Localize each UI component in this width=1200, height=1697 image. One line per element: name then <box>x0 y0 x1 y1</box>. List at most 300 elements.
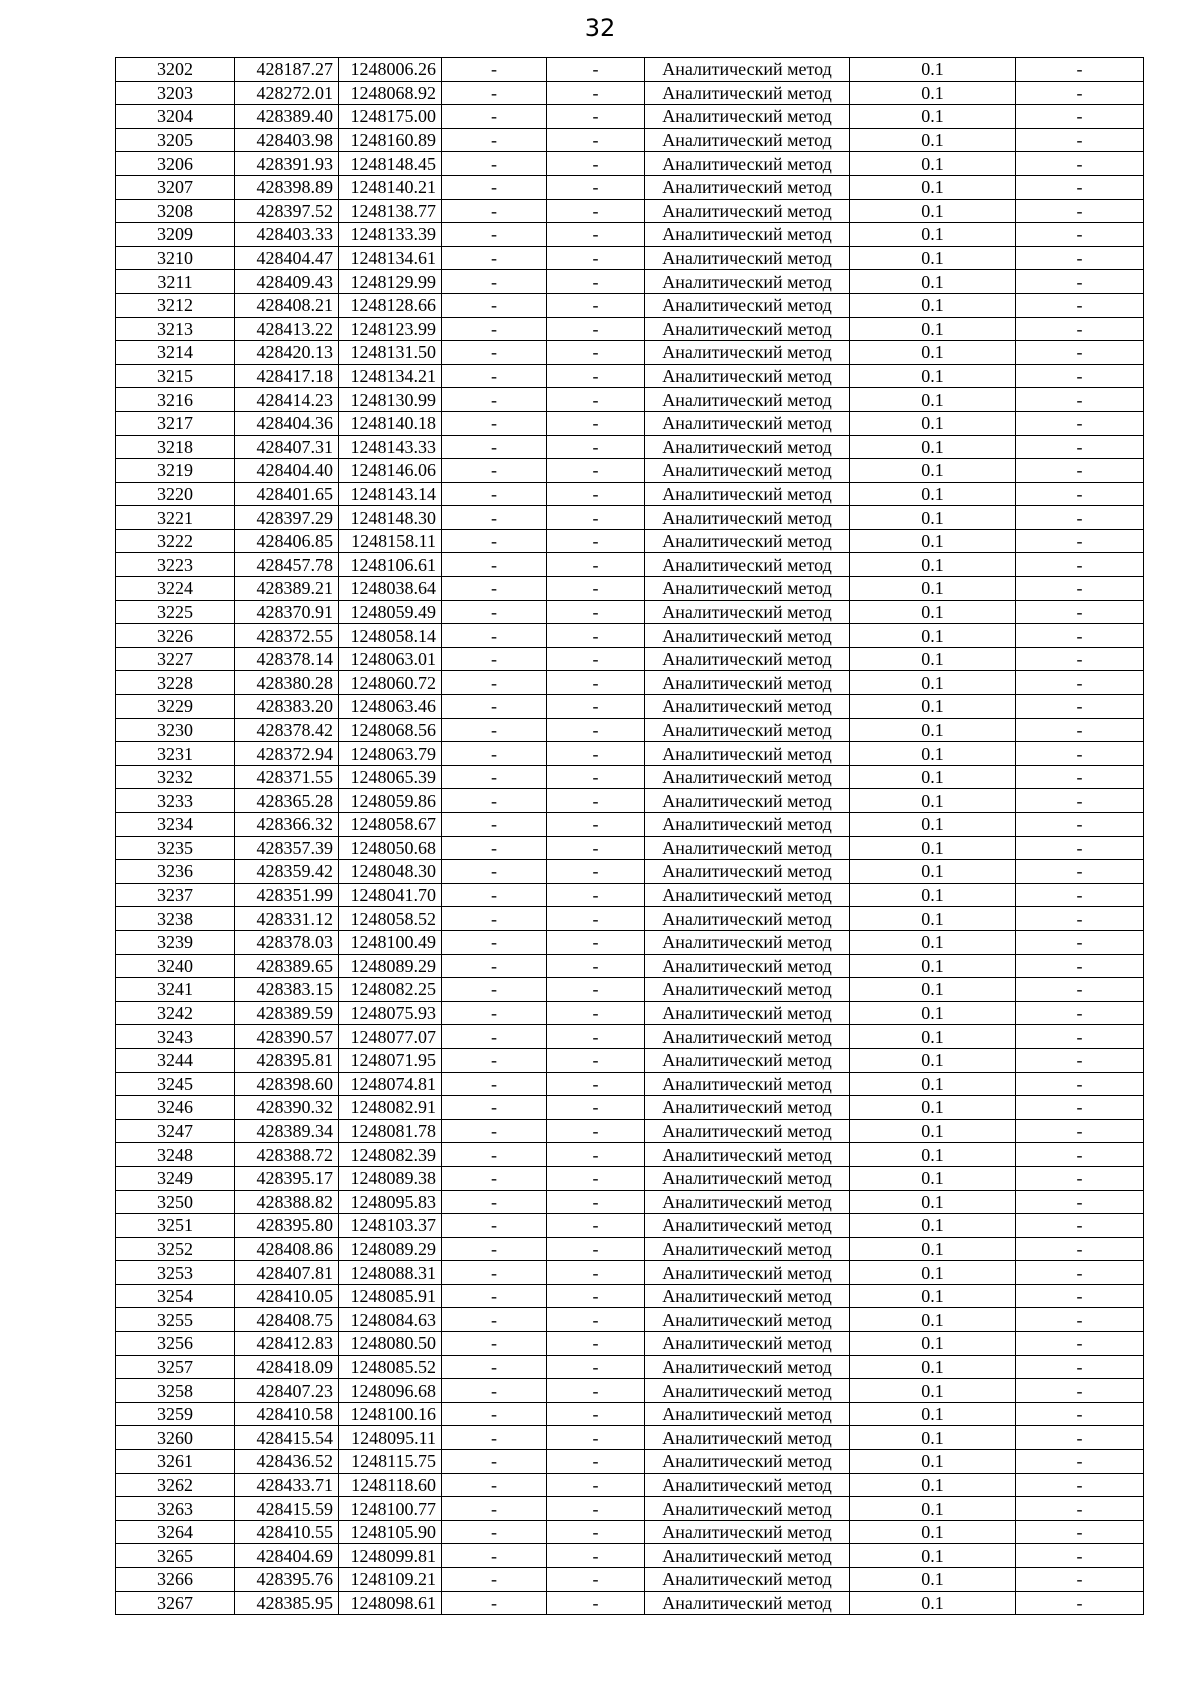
y-coordinate-cell: 1248128.66 <box>339 293 442 317</box>
col4-value-cell: - <box>442 978 547 1002</box>
point-number-cell: 3265 <box>116 1544 235 1568</box>
accuracy-cell: 0.1 <box>850 1261 1016 1285</box>
y-coordinate-cell: 1248134.21 <box>339 364 442 388</box>
col4-value-cell: - <box>442 1214 547 1238</box>
point-number-cell: 3208 <box>116 199 235 223</box>
col8-value-cell: - <box>1016 317 1144 341</box>
x-coordinate-cell: 428395.81 <box>235 1048 339 1072</box>
x-coordinate-cell: 428390.57 <box>235 1025 339 1049</box>
col4-value-cell: - <box>442 506 547 530</box>
col4-value-cell: - <box>442 105 547 129</box>
col4-value-cell: - <box>442 270 547 294</box>
accuracy-cell: 0.1 <box>850 978 1016 1002</box>
accuracy-cell: 0.1 <box>850 388 1016 412</box>
col5-value-cell: - <box>547 506 645 530</box>
y-coordinate-cell: 1248143.14 <box>339 482 442 506</box>
col5-value-cell: - <box>547 577 645 601</box>
method-cell: Аналитический метод <box>645 577 850 601</box>
accuracy-cell: 0.1 <box>850 1308 1016 1332</box>
y-coordinate-cell: 1248058.14 <box>339 624 442 648</box>
y-coordinate-cell: 1248100.77 <box>339 1497 442 1521</box>
method-cell: Аналитический метод <box>645 836 850 860</box>
method-cell: Аналитический метод <box>645 506 850 530</box>
col5-value-cell: - <box>547 1096 645 1120</box>
accuracy-cell: 0.1 <box>850 742 1016 766</box>
point-number-cell: 3259 <box>116 1402 235 1426</box>
table-row <box>116 1426 1144 1450</box>
point-number-cell: 3206 <box>116 152 235 176</box>
point-number-cell: 3205 <box>116 128 235 152</box>
col4-value-cell: - <box>442 883 547 907</box>
accuracy-cell: 0.1 <box>850 223 1016 247</box>
x-coordinate-cell: 428412.83 <box>235 1332 339 1356</box>
table-row <box>116 860 1144 884</box>
col8-value-cell: - <box>1016 1402 1144 1426</box>
table-row <box>116 883 1144 907</box>
method-cell: Аналитический метод <box>645 1072 850 1096</box>
col8-value-cell: - <box>1016 1355 1144 1379</box>
col4-value-cell: - <box>442 1544 547 1568</box>
table-row <box>116 246 1144 270</box>
y-coordinate-cell: 1248146.06 <box>339 459 442 483</box>
col4-value-cell: - <box>442 1048 547 1072</box>
accuracy-cell: 0.1 <box>850 671 1016 695</box>
col5-value-cell: - <box>547 930 645 954</box>
point-number-cell: 3219 <box>116 459 235 483</box>
col5-value-cell: - <box>547 978 645 1002</box>
accuracy-cell: 0.1 <box>850 954 1016 978</box>
col8-value-cell: - <box>1016 1591 1144 1615</box>
col8-value-cell: - <box>1016 152 1144 176</box>
accuracy-cell: 0.1 <box>850 1143 1016 1167</box>
col8-value-cell: - <box>1016 411 1144 435</box>
x-coordinate-cell: 428378.03 <box>235 930 339 954</box>
x-coordinate-cell: 428380.28 <box>235 671 339 695</box>
table-row <box>116 789 1144 813</box>
col5-value-cell: - <box>547 1284 645 1308</box>
accuracy-cell: 0.1 <box>850 1214 1016 1238</box>
x-coordinate-cell: 428272.01 <box>235 81 339 105</box>
table-row <box>116 81 1144 105</box>
point-number-cell: 3261 <box>116 1450 235 1474</box>
col4-value-cell: - <box>442 860 547 884</box>
table-row <box>116 1402 1144 1426</box>
point-number-cell: 3236 <box>116 860 235 884</box>
x-coordinate-cell: 428403.98 <box>235 128 339 152</box>
col5-value-cell: - <box>547 411 645 435</box>
col4-value-cell: - <box>442 577 547 601</box>
x-coordinate-cell: 428371.55 <box>235 765 339 789</box>
point-number-cell: 3244 <box>116 1048 235 1072</box>
method-cell: Аналитический метод <box>645 1568 850 1592</box>
table-row <box>116 364 1144 388</box>
y-coordinate-cell: 1248058.52 <box>339 907 442 931</box>
col4-value-cell: - <box>442 1237 547 1261</box>
y-coordinate-cell: 1248148.45 <box>339 152 442 176</box>
y-coordinate-cell: 1248085.52 <box>339 1355 442 1379</box>
x-coordinate-cell: 428433.71 <box>235 1473 339 1497</box>
point-number-cell: 3260 <box>116 1426 235 1450</box>
col5-value-cell: - <box>547 765 645 789</box>
accuracy-cell: 0.1 <box>850 411 1016 435</box>
table-row <box>116 128 1144 152</box>
table-row <box>116 175 1144 199</box>
col8-value-cell: - <box>1016 58 1144 82</box>
col4-value-cell: - <box>442 1143 547 1167</box>
col8-value-cell: - <box>1016 341 1144 365</box>
accuracy-cell: 0.1 <box>850 58 1016 82</box>
col4-value-cell: - <box>442 1379 547 1403</box>
col5-value-cell: - <box>547 1379 645 1403</box>
col5-value-cell: - <box>547 1190 645 1214</box>
point-number-cell: 3255 <box>116 1308 235 1332</box>
accuracy-cell: 0.1 <box>850 1473 1016 1497</box>
y-coordinate-cell: 1248118.60 <box>339 1473 442 1497</box>
method-cell: Аналитический метод <box>645 270 850 294</box>
method-cell: Аналитический метод <box>645 907 850 931</box>
col8-value-cell: - <box>1016 1284 1144 1308</box>
col5-value-cell: - <box>547 907 645 931</box>
point-number-cell: 3227 <box>116 647 235 671</box>
col5-value-cell: - <box>547 553 645 577</box>
x-coordinate-cell: 428406.85 <box>235 529 339 553</box>
y-coordinate-cell: 1248160.89 <box>339 128 442 152</box>
point-number-cell: 3226 <box>116 624 235 648</box>
method-cell: Аналитический метод <box>645 435 850 459</box>
method-cell: Аналитический метод <box>645 624 850 648</box>
col8-value-cell: - <box>1016 506 1144 530</box>
x-coordinate-cell: 428407.23 <box>235 1379 339 1403</box>
point-number-cell: 3243 <box>116 1025 235 1049</box>
col5-value-cell: - <box>547 860 645 884</box>
y-coordinate-cell: 1248082.39 <box>339 1143 442 1167</box>
point-number-cell: 3221 <box>116 506 235 530</box>
y-coordinate-cell: 1248059.86 <box>339 789 442 813</box>
method-cell: Аналитический метод <box>645 1119 850 1143</box>
col5-value-cell: - <box>547 1166 645 1190</box>
col8-value-cell: - <box>1016 128 1144 152</box>
col8-value-cell: - <box>1016 1166 1144 1190</box>
accuracy-cell: 0.1 <box>850 152 1016 176</box>
x-coordinate-cell: 428407.31 <box>235 435 339 459</box>
point-number-cell: 3212 <box>116 293 235 317</box>
point-number-cell: 3203 <box>116 81 235 105</box>
method-cell: Аналитический метод <box>645 1166 850 1190</box>
x-coordinate-cell: 428395.17 <box>235 1166 339 1190</box>
method-cell: Аналитический метод <box>645 364 850 388</box>
col5-value-cell: - <box>547 600 645 624</box>
table-row <box>116 435 1144 459</box>
x-coordinate-cell: 428383.15 <box>235 978 339 1002</box>
accuracy-cell: 0.1 <box>850 907 1016 931</box>
col8-value-cell: - <box>1016 388 1144 412</box>
col4-value-cell: - <box>442 1096 547 1120</box>
y-coordinate-cell: 1248105.90 <box>339 1520 442 1544</box>
y-coordinate-cell: 1248088.31 <box>339 1261 442 1285</box>
col4-value-cell: - <box>442 1166 547 1190</box>
y-coordinate-cell: 1248058.67 <box>339 813 442 837</box>
col4-value-cell: - <box>442 1119 547 1143</box>
y-coordinate-cell: 1248085.91 <box>339 1284 442 1308</box>
method-cell: Аналитический метод <box>645 246 850 270</box>
col8-value-cell: - <box>1016 175 1144 199</box>
coordinates-table <box>115 57 1144 1615</box>
accuracy-cell: 0.1 <box>850 1096 1016 1120</box>
accuracy-cell: 0.1 <box>850 1355 1016 1379</box>
method-cell: Аналитический метод <box>645 1143 850 1167</box>
table-row <box>116 765 1144 789</box>
x-coordinate-cell: 428389.65 <box>235 954 339 978</box>
y-coordinate-cell: 1248082.25 <box>339 978 442 1002</box>
table-row <box>116 1190 1144 1214</box>
table-row <box>116 482 1144 506</box>
table-row <box>116 1544 1144 1568</box>
col8-value-cell: - <box>1016 270 1144 294</box>
col4-value-cell: - <box>442 58 547 82</box>
method-cell: Аналитический метод <box>645 1284 850 1308</box>
accuracy-cell: 0.1 <box>850 175 1016 199</box>
accuracy-cell: 0.1 <box>850 1237 1016 1261</box>
point-number-cell: 3246 <box>116 1096 235 1120</box>
point-number-cell: 3264 <box>116 1520 235 1544</box>
x-coordinate-cell: 428404.47 <box>235 246 339 270</box>
y-coordinate-cell: 1248082.91 <box>339 1096 442 1120</box>
table-row <box>116 553 1144 577</box>
method-cell: Аналитический метод <box>645 1001 850 1025</box>
method-cell: Аналитический метод <box>645 1237 850 1261</box>
y-coordinate-cell: 1248063.46 <box>339 695 442 719</box>
x-coordinate-cell: 428420.13 <box>235 341 339 365</box>
col8-value-cell: - <box>1016 789 1144 813</box>
table-row <box>116 1450 1144 1474</box>
accuracy-cell: 0.1 <box>850 765 1016 789</box>
y-coordinate-cell: 1248103.37 <box>339 1214 442 1238</box>
col8-value-cell: - <box>1016 1001 1144 1025</box>
x-coordinate-cell: 428395.76 <box>235 1568 339 1592</box>
x-coordinate-cell: 428389.40 <box>235 105 339 129</box>
col8-value-cell: - <box>1016 1025 1144 1049</box>
method-cell: Аналитический метод <box>645 1544 850 1568</box>
col4-value-cell: - <box>442 789 547 813</box>
y-coordinate-cell: 1248048.30 <box>339 860 442 884</box>
table-row <box>116 1497 1144 1521</box>
col5-value-cell: - <box>547 1568 645 1592</box>
col4-value-cell: - <box>442 954 547 978</box>
col5-value-cell: - <box>547 459 645 483</box>
point-number-cell: 3210 <box>116 246 235 270</box>
accuracy-cell: 0.1 <box>850 1591 1016 1615</box>
point-number-cell: 3232 <box>116 765 235 789</box>
col4-value-cell: - <box>442 317 547 341</box>
accuracy-cell: 0.1 <box>850 317 1016 341</box>
col8-value-cell: - <box>1016 1261 1144 1285</box>
point-number-cell: 3224 <box>116 577 235 601</box>
accuracy-cell: 0.1 <box>850 1025 1016 1049</box>
x-coordinate-cell: 428409.43 <box>235 270 339 294</box>
accuracy-cell: 0.1 <box>850 789 1016 813</box>
y-coordinate-cell: 1248038.64 <box>339 577 442 601</box>
x-coordinate-cell: 428370.91 <box>235 600 339 624</box>
method-cell: Аналитический метод <box>645 1450 850 1474</box>
accuracy-cell: 0.1 <box>850 1332 1016 1356</box>
col4-value-cell: - <box>442 553 547 577</box>
col5-value-cell: - <box>547 813 645 837</box>
col8-value-cell: - <box>1016 364 1144 388</box>
point-number-cell: 3211 <box>116 270 235 294</box>
x-coordinate-cell: 428389.21 <box>235 577 339 601</box>
table-row <box>116 907 1144 931</box>
col5-value-cell: - <box>547 1332 645 1356</box>
method-cell: Аналитический метод <box>645 860 850 884</box>
table-row <box>116 577 1144 601</box>
x-coordinate-cell: 428372.55 <box>235 624 339 648</box>
x-coordinate-cell: 428401.65 <box>235 482 339 506</box>
point-number-cell: 3216 <box>116 388 235 412</box>
accuracy-cell: 0.1 <box>850 364 1016 388</box>
method-cell: Аналитический метод <box>645 1308 850 1332</box>
col8-value-cell: - <box>1016 1048 1144 1072</box>
col5-value-cell: - <box>547 1261 645 1285</box>
table-row <box>116 930 1144 954</box>
method-cell: Аналитический метод <box>645 223 850 247</box>
y-coordinate-cell: 1248006.26 <box>339 58 442 82</box>
point-number-cell: 3245 <box>116 1072 235 1096</box>
table-row <box>116 317 1144 341</box>
point-number-cell: 3267 <box>116 1591 235 1615</box>
col4-value-cell: - <box>442 742 547 766</box>
method-cell: Аналитический метод <box>645 883 850 907</box>
col8-value-cell: - <box>1016 742 1144 766</box>
point-number-cell: 3241 <box>116 978 235 1002</box>
col4-value-cell: - <box>442 718 547 742</box>
y-coordinate-cell: 1248140.21 <box>339 175 442 199</box>
x-coordinate-cell: 428410.58 <box>235 1402 339 1426</box>
col5-value-cell: - <box>547 671 645 695</box>
accuracy-cell: 0.1 <box>850 553 1016 577</box>
col8-value-cell: - <box>1016 435 1144 459</box>
point-number-cell: 3249 <box>116 1166 235 1190</box>
method-cell: Аналитический метод <box>645 1520 850 1544</box>
y-coordinate-cell: 1248050.68 <box>339 836 442 860</box>
point-number-cell: 3230 <box>116 718 235 742</box>
table-row <box>116 529 1144 553</box>
col5-value-cell: - <box>547 1025 645 1049</box>
y-coordinate-cell: 1248081.78 <box>339 1119 442 1143</box>
col4-value-cell: - <box>442 388 547 412</box>
y-coordinate-cell: 1248175.00 <box>339 105 442 129</box>
col4-value-cell: - <box>442 1072 547 1096</box>
accuracy-cell: 0.1 <box>850 813 1016 837</box>
accuracy-cell: 0.1 <box>850 246 1016 270</box>
method-cell: Аналитический метод <box>645 789 850 813</box>
col8-value-cell: - <box>1016 246 1144 270</box>
point-number-cell: 3235 <box>116 836 235 860</box>
col5-value-cell: - <box>547 695 645 719</box>
table-row <box>116 1237 1144 1261</box>
method-cell: Аналитический метод <box>645 152 850 176</box>
table-row <box>116 506 1144 530</box>
col8-value-cell: - <box>1016 1426 1144 1450</box>
x-coordinate-cell: 428404.36 <box>235 411 339 435</box>
col8-value-cell: - <box>1016 695 1144 719</box>
y-coordinate-cell: 1248100.16 <box>339 1402 442 1426</box>
col4-value-cell: - <box>442 341 547 365</box>
y-coordinate-cell: 1248077.07 <box>339 1025 442 1049</box>
col4-value-cell: - <box>442 1355 547 1379</box>
col4-value-cell: - <box>442 695 547 719</box>
col5-value-cell: - <box>547 1001 645 1025</box>
col4-value-cell: - <box>442 175 547 199</box>
method-cell: Аналитический метод <box>645 978 850 1002</box>
point-number-cell: 3248 <box>116 1143 235 1167</box>
y-coordinate-cell: 1248089.29 <box>339 1237 442 1261</box>
accuracy-cell: 0.1 <box>850 1072 1016 1096</box>
table-row <box>116 459 1144 483</box>
col5-value-cell: - <box>547 1473 645 1497</box>
table-row <box>116 1568 1144 1592</box>
y-coordinate-cell: 1248134.61 <box>339 246 442 270</box>
table-row <box>116 388 1144 412</box>
table-row <box>116 199 1144 223</box>
point-number-cell: 3254 <box>116 1284 235 1308</box>
accuracy-cell: 0.1 <box>850 1166 1016 1190</box>
col4-value-cell: - <box>442 647 547 671</box>
col4-value-cell: - <box>442 364 547 388</box>
method-cell: Аналитический метод <box>645 1402 850 1426</box>
point-number-cell: 3237 <box>116 883 235 907</box>
col8-value-cell: - <box>1016 1520 1144 1544</box>
method-cell: Аналитический метод <box>645 388 850 412</box>
col8-value-cell: - <box>1016 600 1144 624</box>
x-coordinate-cell: 428457.78 <box>235 553 339 577</box>
x-coordinate-cell: 428365.28 <box>235 789 339 813</box>
col5-value-cell: - <box>547 435 645 459</box>
method-cell: Аналитический метод <box>645 81 850 105</box>
accuracy-cell: 0.1 <box>850 1568 1016 1592</box>
col5-value-cell: - <box>547 1355 645 1379</box>
accuracy-cell: 0.1 <box>850 128 1016 152</box>
y-coordinate-cell: 1248115.75 <box>339 1450 442 1474</box>
y-coordinate-cell: 1248109.21 <box>339 1568 442 1592</box>
col8-value-cell: - <box>1016 1308 1144 1332</box>
col4-value-cell: - <box>442 435 547 459</box>
point-number-cell: 3234 <box>116 813 235 837</box>
x-coordinate-cell: 428395.80 <box>235 1214 339 1238</box>
point-number-cell: 3256 <box>116 1332 235 1356</box>
col5-value-cell: - <box>547 223 645 247</box>
table-row <box>116 152 1144 176</box>
col4-value-cell: - <box>442 600 547 624</box>
accuracy-cell: 0.1 <box>850 81 1016 105</box>
col4-value-cell: - <box>442 1473 547 1497</box>
table-row <box>116 270 1144 294</box>
col4-value-cell: - <box>442 1591 547 1615</box>
col8-value-cell: - <box>1016 199 1144 223</box>
y-coordinate-cell: 1248068.56 <box>339 718 442 742</box>
col8-value-cell: - <box>1016 671 1144 695</box>
table-row <box>116 1284 1144 1308</box>
col8-value-cell: - <box>1016 529 1144 553</box>
col5-value-cell: - <box>547 529 645 553</box>
accuracy-cell: 0.1 <box>850 482 1016 506</box>
table-row <box>116 954 1144 978</box>
col5-value-cell: - <box>547 341 645 365</box>
x-coordinate-cell: 428385.95 <box>235 1591 339 1615</box>
col5-value-cell: - <box>547 128 645 152</box>
table-row <box>116 600 1144 624</box>
y-coordinate-cell: 1248133.39 <box>339 223 442 247</box>
y-coordinate-cell: 1248074.81 <box>339 1072 442 1096</box>
